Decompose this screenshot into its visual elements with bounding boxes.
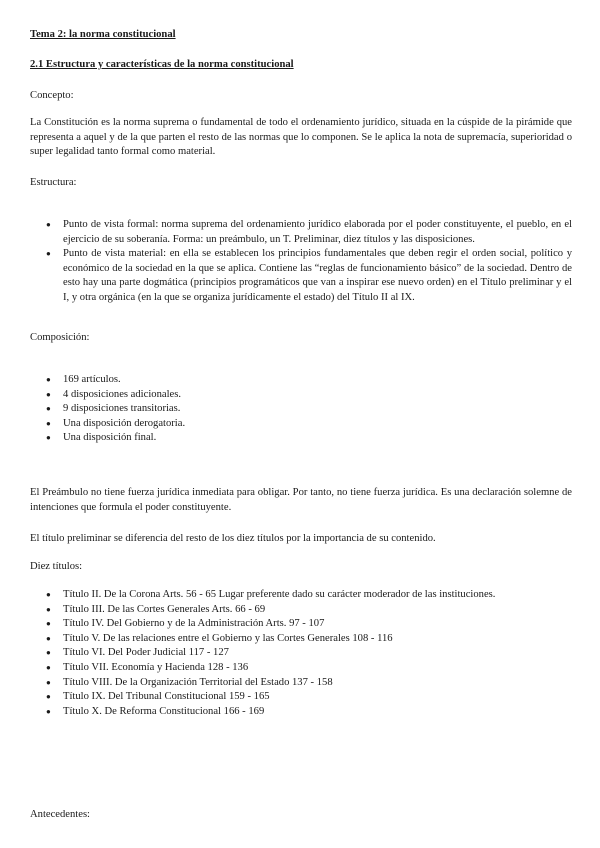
list-item: ● Título VI. Del Poder Judicial 117 - 127 [30, 646, 572, 661]
composition-label: Composición: [30, 332, 90, 343]
structure-label: Estructura: [30, 177, 77, 188]
concept-label: Concepto: [30, 90, 74, 101]
list-item: ● Título II. De la Corona Arts. 56 - 65 Lugar preferente dado su carácter moderador de las instituciones. [30, 588, 572, 603]
list-item: ● Una disposición final. [30, 431, 572, 446]
list-item: ● Una disposición derogatoria. [30, 417, 572, 432]
structure-list [30, 218, 572, 306]
theme-title: Tema 2: la norma constitucional [30, 29, 176, 40]
list-item: ● 169 artículos. [30, 373, 572, 388]
list-item: ● Título X. De Reforma Constitucional 166 - 169 [30, 705, 572, 720]
list-item: ● Título V. De las relaciones entre el Gobierno y las Cortes Generales 108 - 116 [30, 632, 572, 647]
list-item: ● Punto de vista material: en ella se establecen los principios fundamentales que deben regir el orden social, político y económico de la sociedad en la que se aplica. Contiene las “reglas de funcionamiento básico” de la sociedad. Dentro de esto hay una parte dogmática (principios programáticos que van a inspirar ese nuevo orden) en el Título preliminar y el I, y otra orgánica (en la que se organiza jurídicamente el estado) del Título II al IX. [30, 247, 572, 305]
list-item: ● Punto de vista formal: norma suprema del ordenamiento jurídico elaborada por el poder constituyente, el pueblo, en el ejercicio de su soberanía. Forma: un preámbulo, un T. Preliminar, diez títulos y las disposiciones. [30, 218, 572, 247]
list-item: ● Título IX. Del Tribunal Constitucional 159 - 165 [30, 690, 572, 705]
preamble-paragraph: El Preámbulo no tiene fuerza jurídica inmediata para obligar. Por tanto, no tiene fuerza jurídica. Es una declaración solemne de intenciones que formula el poder constituyente. [30, 487, 572, 513]
preliminary-paragraph: El título preliminar se diferencia del resto de los diez títulos por la importancia de su contenido. [30, 533, 436, 544]
list-item: ● 4 disposiciones adicionales. [30, 388, 572, 403]
list-item: ● Título VIII. De la Organización Territorial del Estado 137 - 158 [30, 676, 572, 691]
antecedents-label: Antecedentes: [30, 809, 91, 820]
list-item: ● 9 disposiciones transitorias. [30, 402, 572, 417]
list-item: ● Título III. De las Cortes Generales Arts. 66 - 69 [30, 603, 572, 618]
titles-label: Diez títulos: [30, 561, 83, 572]
concept-paragraph: La Constitución es la norma suprema o fundamental de todo el ordenamiento jurídico, situada en la cúspide de la pirámide que representa a aquel y de la que parten el resto de las normas que lo componen. Se le aplica la nota de supremacía, superioridad o super legalidad tanto formal como material. [30, 117, 572, 158]
section-title: 2.1 Estructura y características de la norma constitucional [30, 59, 294, 70]
list-item: ● Título IV. Del Gobierno y de la Administración Arts. 97 - 107 [30, 617, 572, 632]
titles-list [30, 588, 572, 719]
composition-list [30, 373, 572, 446]
list-item: ● Título VII. Economía y Hacienda 128 - 136 [30, 661, 572, 676]
